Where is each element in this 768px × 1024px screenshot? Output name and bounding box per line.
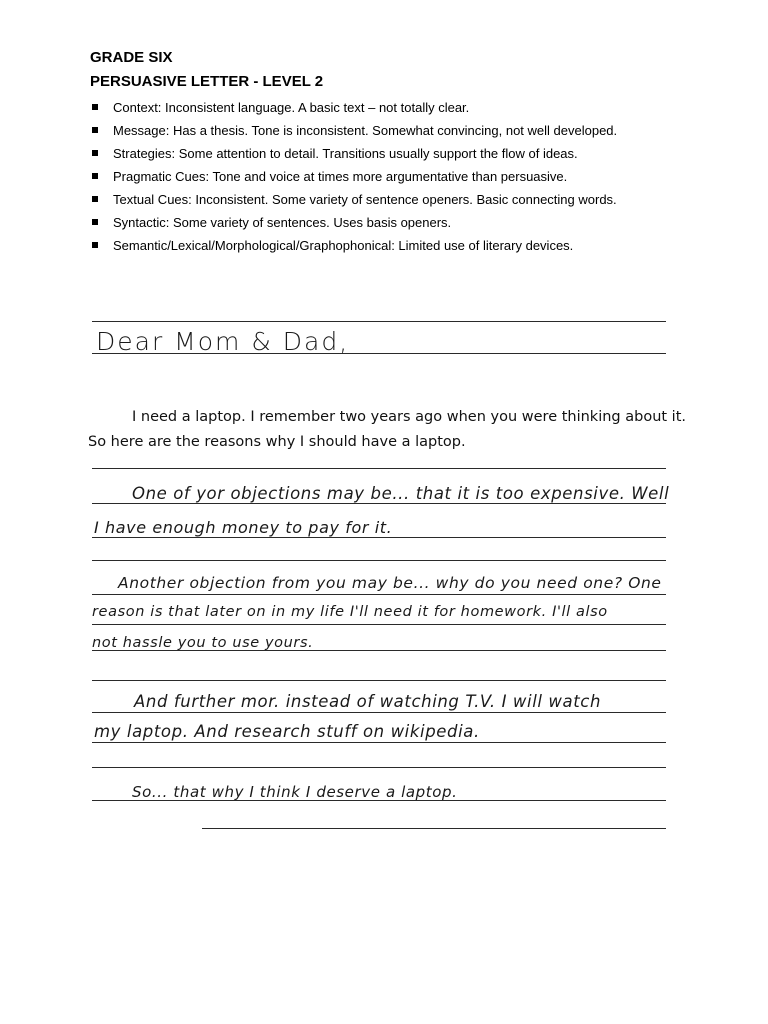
criteria-text: Context: Inconsistent language. A basic text – not totally clear. bbox=[113, 100, 470, 115]
ruled-line bbox=[92, 468, 666, 469]
grade-title: GRADE SIX bbox=[90, 49, 173, 66]
ruled-line bbox=[92, 624, 666, 625]
ruled-line bbox=[202, 828, 666, 829]
ruled-line bbox=[92, 560, 666, 561]
ruled-line bbox=[92, 680, 666, 681]
criteria-text: Pragmatic Cues: Tone and voice at times more argumentative than persuasive. bbox=[113, 169, 568, 184]
criteria-text: Strategies: Some attention to detail. Transitions usually support the flow of ideas. bbox=[113, 146, 578, 161]
ruled-line bbox=[92, 650, 666, 651]
paragraph-1-line-2: I have enough money to pay for it. bbox=[94, 518, 393, 537]
criteria-text: Semantic/Lexical/Morphological/Graphophonical: Limited use of literary devices. bbox=[113, 238, 574, 253]
closing-line: So... that why I think I deserve a laptop. bbox=[132, 783, 458, 801]
criteria-text: Message: Has a thesis. Tone is inconsistent. Somewhat convincing, not well developed. bbox=[113, 123, 618, 138]
ruled-line bbox=[92, 712, 666, 713]
intro-line-1: I need a laptop. I remember two years ago when you were thinking about it. bbox=[132, 409, 687, 425]
ruled-line bbox=[92, 537, 666, 538]
ruled-line bbox=[92, 503, 666, 504]
criteria-text: Textual Cues: Inconsistent. Some variety of sentence openers. Basic connecting words. bbox=[113, 192, 617, 207]
paragraph-3-line-1: And further mor. instead of watching T.V. I will watch bbox=[134, 692, 602, 711]
intro-line-2: So here are the reasons why I should have a laptop. bbox=[88, 434, 466, 450]
ruled-line bbox=[92, 594, 666, 595]
ruled-line bbox=[92, 321, 666, 322]
ruled-line bbox=[92, 800, 666, 801]
paragraph-3-line-2: my laptop. And research stuff on wikipedia. bbox=[94, 722, 480, 741]
ruled-line bbox=[92, 767, 666, 768]
salutation: Dear Mom & Dad, bbox=[96, 327, 350, 356]
ruled-line bbox=[92, 742, 666, 743]
criteria-text: Syntactic: Some variety of sentences. Uses basis openers. bbox=[113, 215, 452, 230]
paragraph-2-line-1: Another objection from you may be... why do you need one? One bbox=[118, 574, 662, 592]
paragraph-1-line-1: One of yor objections may be... that it is too expensive. Well bbox=[132, 484, 670, 503]
level-title: PERSUASIVE LETTER - LEVEL 2 bbox=[90, 73, 324, 90]
paragraph-2-line-2: reason is that later on in my life I'll need it for homework. I'll also bbox=[92, 604, 608, 620]
paragraph-2-line-3: not hassle you to use yours. bbox=[92, 635, 314, 651]
